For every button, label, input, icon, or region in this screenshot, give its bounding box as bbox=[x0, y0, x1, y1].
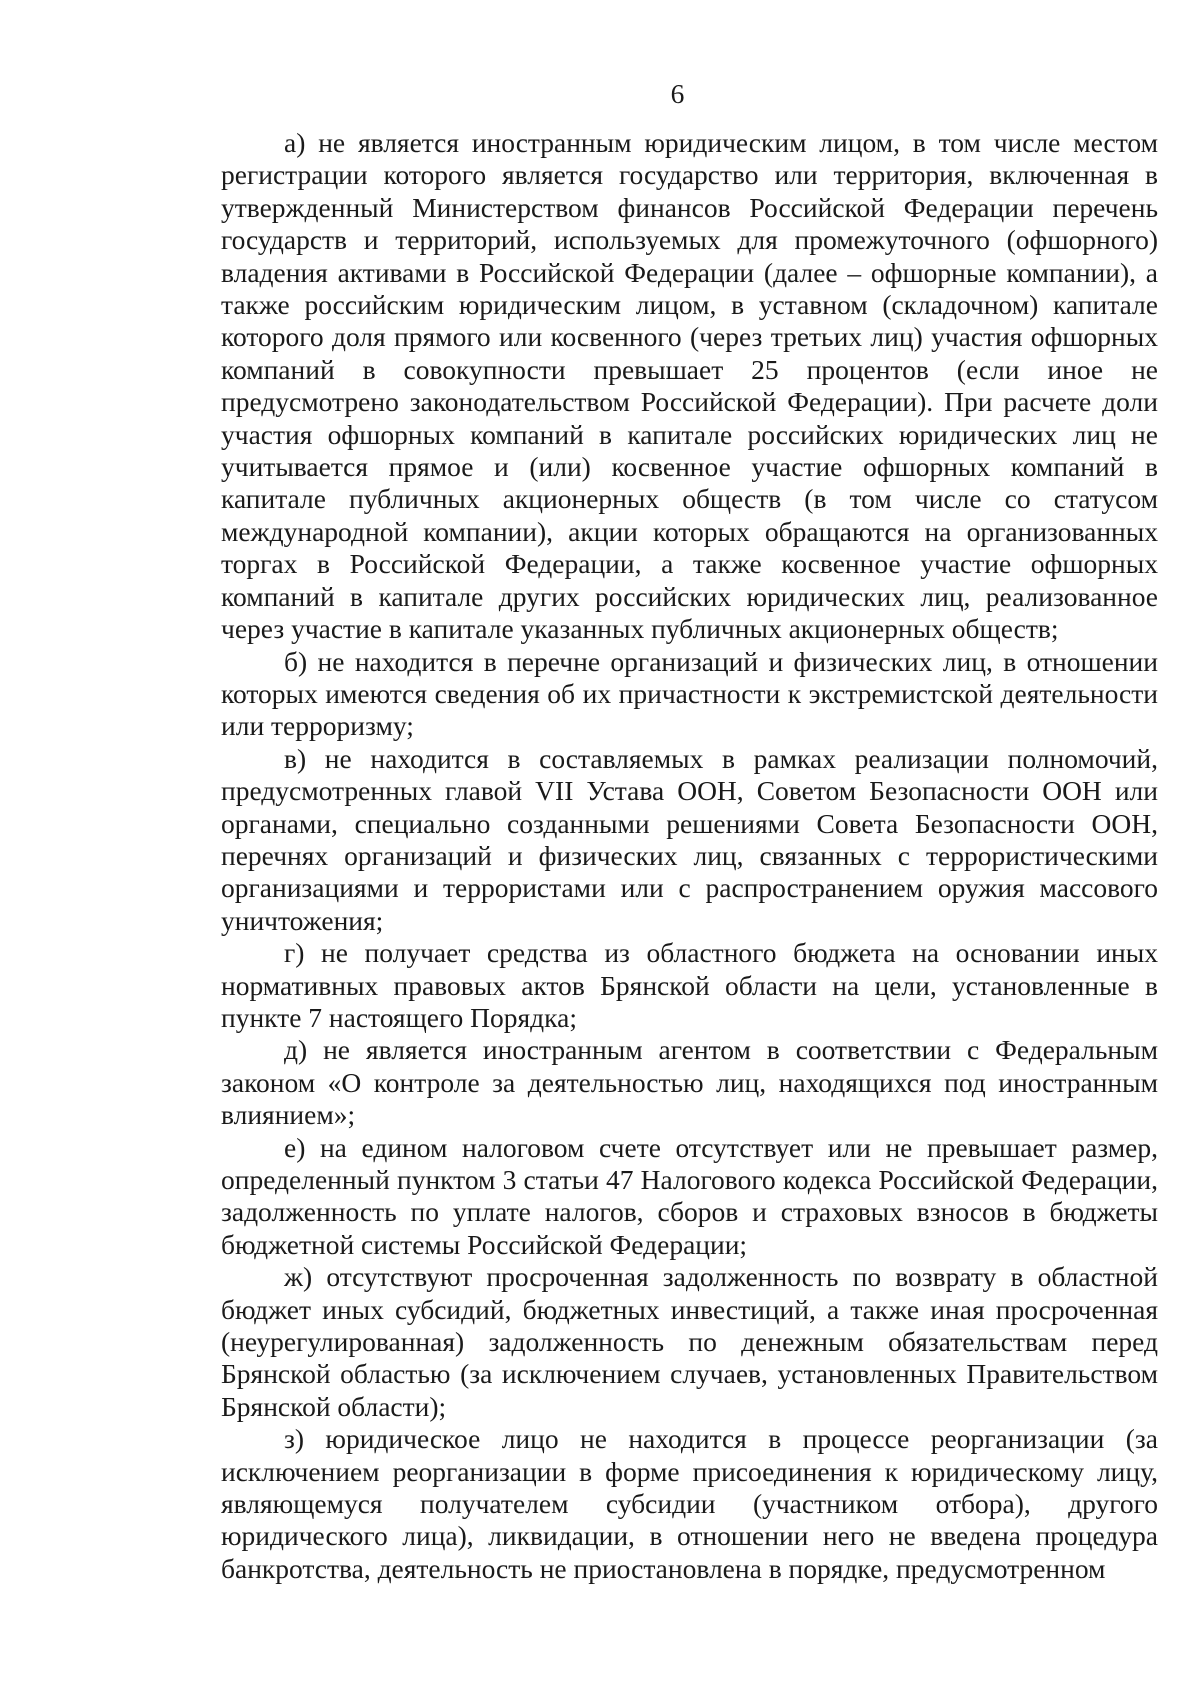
paragraph-b: б) не находится в перечне организаций и физических лиц, в отношении которых имеются сведения об их причастности к экстремистской деятельности или терроризму; bbox=[221, 645, 1158, 742]
document-body bbox=[221, 127, 1158, 1585]
paragraph-d: д) не является иностранным агентом в соответствии с Федеральным законом «О контроле за деятельностью лиц, находящихся под иностранным влиянием»; bbox=[221, 1034, 1158, 1131]
paragraph-g: г) не получает средства из областного бюджета на основании иных нормативных правовых актов Брянской области на цели, установленные в пункте 7 настоящего Порядка; bbox=[221, 937, 1158, 1033]
paragraph-a: а) не является иностранным юридическим лицом, в том числе местом регистрации которого является государство или территория, включенная в утвержденный Министерством финансов Российской Федерации перечень государств и территорий, используемых для промежуточного (офшорного) владения активами в Российской Федерации (далее – офшорные компании), а также российским юридическим лицом, в уставном (складочном) капитале которого доля прямого или косвенного (через третьих лиц) участия офшорных компаний в совокупности превышает 25 процентов (если иное не предусмотрено законодательством Российской Федерации). При расчете доли участия офшорных компаний в капитале российских юридических лиц не учитывается прямое и (или) косвенное участие офшорных компаний в капитале публичных акционерных обществ (в том числе со статусом международной компании), акции которых обращаются на организованных торгах в Российской Федерации, а также косвенное участие офшорных компаний в капитале других российских юридических лиц, реализованное через участие в капитале указанных публичных акционерных обществ; bbox=[221, 127, 1158, 645]
page-number: 6 bbox=[670, 78, 685, 109]
paragraph-e: е) на едином налоговом счете отсутствует или не превышает размер, определенный пунктом 3 статьи 47 Налогового кодекса Российской Федерации, задолженность по уплате налогов, сборов и страховых взносов в бюджеты бюджетной системы Российской Федерации; bbox=[221, 1131, 1158, 1260]
paragraph-z: з) юридическое лицо не находится в процессе реорганизации (за исключением реорганизации в форме присоединения к юридическому лицу, являющемуся получателем субсидии (участником отбора), другого юридического лица), ликвидации, в отношении него не введена процедура банкротства, деятельность не приостановлена в порядке, предусмотренном bbox=[221, 1423, 1158, 1584]
paragraph-v: в) не находится в составляемых в рамках реализации полномочий, предусмотренных главой VII Устава ООН, Советом Безопасности ООН или органами, специально созданными решениями Совета Безопасности ООН, перечнях организаций и физических лиц, связанных с террористическими организациями и террористами или с распространением оружия массового уничтожения; bbox=[221, 742, 1158, 936]
paragraph-zh: ж) отсутствуют просроченная задолженность по возврату в областной бюджет иных субсидий, бюджетных инвестиций, а также иная просроченная (неурегулированная) задолженность по денежным обязательствам перед Брянской областью (за исключением случаев, установленных Правительством Брянской области); bbox=[221, 1261, 1158, 1422]
